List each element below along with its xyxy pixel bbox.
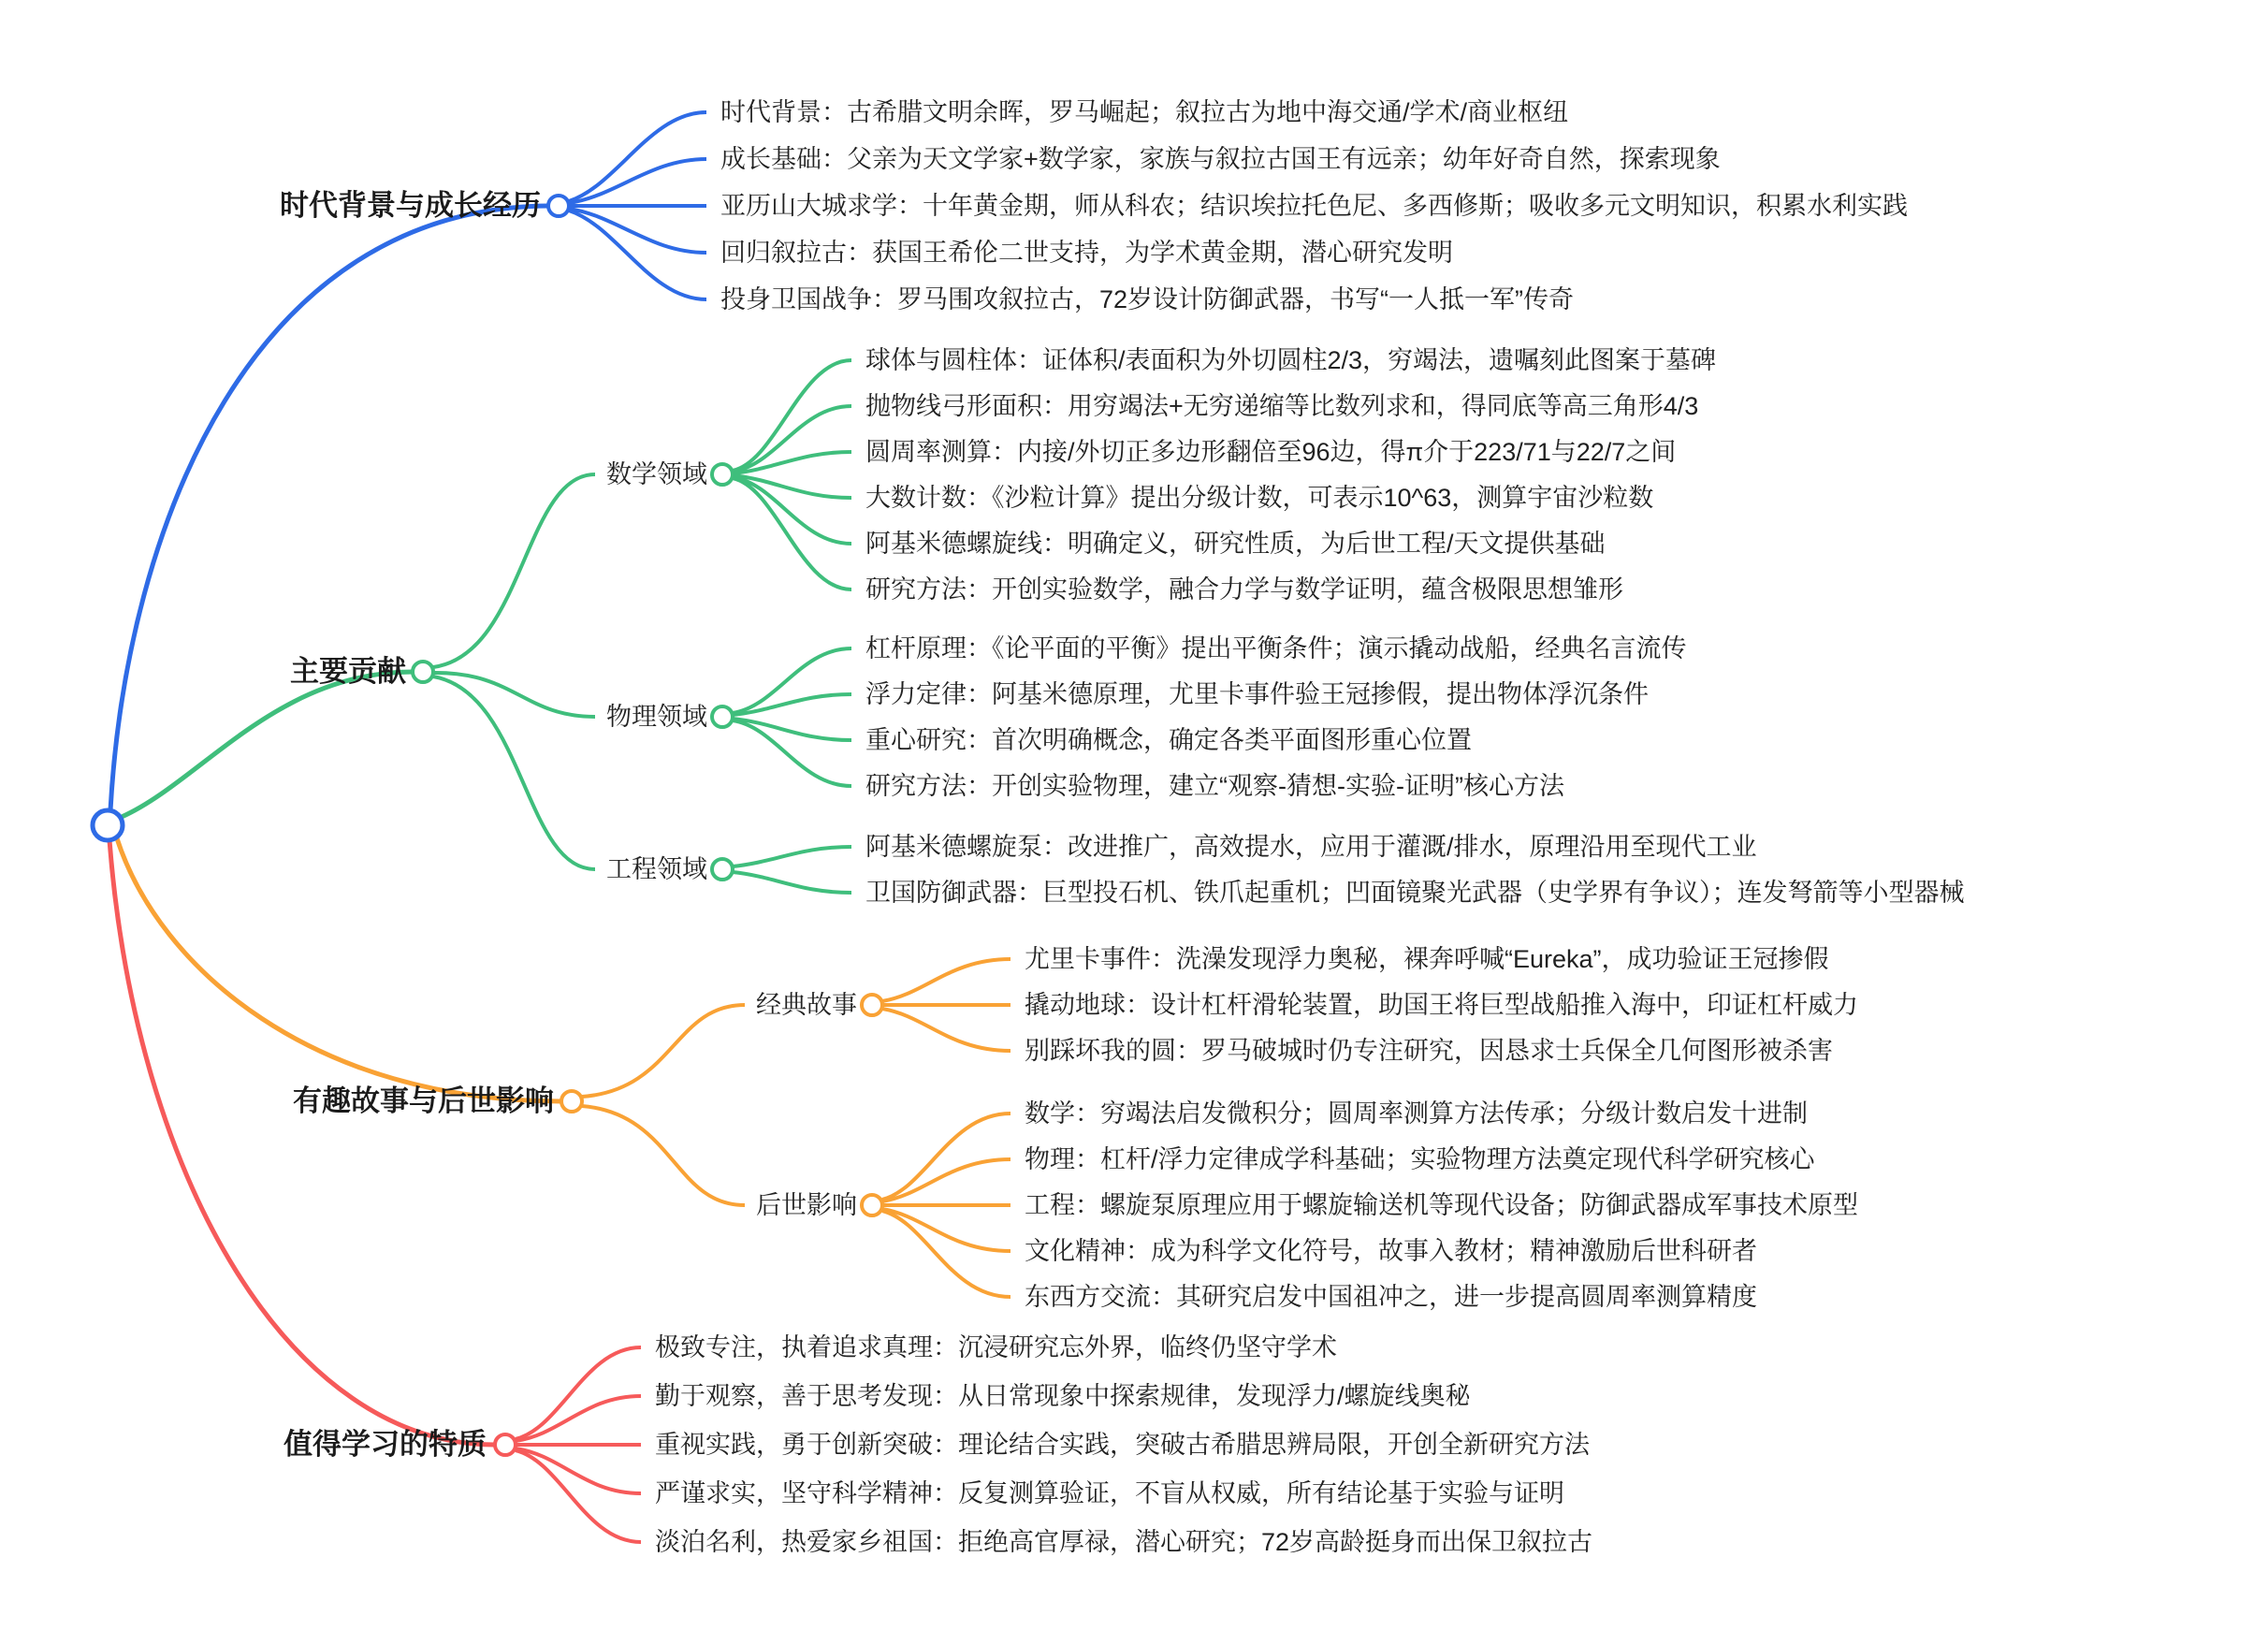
node-circle-stories[interactable] <box>561 1091 582 1112</box>
connector <box>733 872 851 893</box>
subbranch-label-math[interactable]: 数学领域 <box>606 460 707 488</box>
connector <box>569 159 706 203</box>
subbranch-label-physics[interactable]: 物理领域 <box>606 703 707 731</box>
leaf-topic[interactable]: 圆周率测算：内接/外切正多边形翻倍至96边，得π介于223/71与22/7之间 <box>865 438 1677 466</box>
connector <box>122 672 413 817</box>
leaf-topic[interactable]: 淡泊名利，热爱家乡祖国：拒绝高官厚禄，潜心研究；72岁高龄挺身而出保卫叙拉古 <box>655 1528 1593 1556</box>
leaf-topic[interactable]: 阿基米德螺旋泵：改进推广，高效提水，应用于灌溉/排水，原理沿用至现代工业 <box>865 833 1757 861</box>
connector <box>569 211 706 299</box>
leaf-topic[interactable]: 成长基础：父亲为天文学家+数学家，家族与叙拉古国王有远亲；幼年好奇自然，探索现象 <box>720 145 1721 173</box>
branch-label-contributions[interactable]: 主要贡献 <box>290 655 406 688</box>
connector <box>882 1211 1010 1297</box>
branch-label-stories[interactable]: 有趣故事与后世影响 <box>293 1084 554 1117</box>
blue-leaf-connectors <box>569 112 706 299</box>
node-circle-physics[interactable] <box>712 706 733 727</box>
connector <box>882 1009 1010 1051</box>
node-circle-classic-stories[interactable] <box>862 995 882 1015</box>
leaf-topic[interactable]: 极致专注，执着追求真理：沉浸研究忘外界，临终仍坚守学术 <box>655 1333 1337 1361</box>
trunk-connectors <box>109 206 561 1445</box>
subbranch-label-legacy[interactable]: 后世影响 <box>756 1191 857 1219</box>
leaf-topic[interactable]: 工程：螺旋泵原理应用于螺旋输送机等现代设备；防御武器成军事技术原型 <box>1025 1191 1858 1219</box>
leaf-topic[interactable]: 球体与圆柱体：证体积/表面积为外切圆柱2/3，穷竭法，遗嘱刻此图案于墓碑 <box>865 346 1717 374</box>
connector <box>733 719 851 740</box>
leaf-topic[interactable]: 时代背景：古希腊文明余晖，罗马崛起；叙拉古为地中海交通/学术/商业枢纽 <box>720 98 1569 126</box>
connector <box>433 677 595 869</box>
leaf-topic[interactable]: 文化精神：成为科学文化符号，故事入教材；精神激励后世科研者 <box>1025 1237 1757 1265</box>
branch-label-era[interactable]: 时代背景与成长经历 <box>280 189 541 222</box>
subbranch-label-classic-stories[interactable]: 经典故事 <box>756 991 857 1019</box>
leaf-topic[interactable]: 阿基米德螺旋线：明确定义，研究性质，为后世工程/天文提供基础 <box>865 530 1606 558</box>
connector <box>582 1005 745 1097</box>
connector <box>569 209 706 253</box>
leaf-topic[interactable]: 重心研究：首次明确概念，确定各类平面图形重心位置 <box>865 726 1472 754</box>
connector <box>516 1396 641 1441</box>
node-circle-engineering[interactable] <box>712 859 733 880</box>
leaf-topic[interactable]: 大数计数：《沙粒计算》提出分级计数，可表示10^63，测算宇宙沙粒数 <box>865 484 1654 512</box>
leaf-topic[interactable]: 严谨求实，坚守科学精神：反复测算验证，不盲从权威，所有结论基于实验与证明 <box>655 1479 1564 1507</box>
connector <box>733 694 851 715</box>
subbranch-label-engineering[interactable]: 工程领域 <box>606 855 707 883</box>
red-leaf-connectors <box>516 1347 641 1542</box>
connector <box>582 1106 745 1205</box>
leaf-topic[interactable]: 回归叙拉古：获国王希伦二世支持，为学术黄金期，潜心研究发明 <box>720 239 1453 267</box>
leaf-topic[interactable]: 亚历山大城求学：十年黄金期，师从科农；结识埃拉托色尼、多西修斯；吸收多元文明知识，积累水利实践 <box>720 192 1908 220</box>
branch-label-traits[interactable]: 值得学习的特质 <box>284 1428 487 1461</box>
connector <box>110 206 548 810</box>
leaf-topic[interactable]: 投身卫国战争：罗马围攻叙拉古，72岁设计防御武器，书写“一人抵一军”传奇 <box>720 285 1575 313</box>
connector <box>433 474 595 667</box>
node-circle-traits[interactable] <box>495 1434 516 1455</box>
leaf-topic[interactable]: 东西方交流：其研究启发中国祖冲之，进一步提高圆周率测算精度 <box>1025 1283 1757 1311</box>
leaf-topic[interactable]: 重视实践，勇于创新突破：理论结合实践，突破古希腊思辨局限，开创全新研究方法 <box>655 1431 1590 1459</box>
leaf-topic[interactable]: 抛物线弓形面积：用穷竭法+无穷递缩等比数列求和，得同底等高三角形4/3 <box>865 392 1699 420</box>
leaf-topic[interactable]: 物理：杠杆/浮力定律成学科基础；实验物理方法奠定现代科学研究核心 <box>1025 1145 1815 1173</box>
connector <box>516 1448 641 1493</box>
connector <box>117 838 561 1101</box>
leaf-topic[interactable]: 卫国防御武器：巨型投石机、铁爪起重机；凹面镜聚光武器（史学界有争议）；连发弩箭等小型器械 <box>865 879 1965 907</box>
leaf-topic[interactable]: 杠杆原理：《论平面的平衡》提出平衡条件；演示撬动战船，经典名言流传 <box>865 634 1687 662</box>
node-circle-era[interactable] <box>548 196 569 216</box>
leaf-topic[interactable]: 研究方法：开创实验数学，融合力学与数学证明，蕴含极限思想雏形 <box>865 575 1623 604</box>
leaf-topic[interactable]: 研究方法：开创实验物理，建立“观察-猜想-实验-证明”核心方法 <box>865 772 1564 800</box>
connector <box>882 959 1010 1001</box>
leaf-topic[interactable]: 别踩坏我的圆：罗马破城时仍专注研究，因恳求士兵保全几何图形被杀害 <box>1025 1037 1833 1065</box>
leaf-topic[interactable]: 数学：穷竭法启发微积分；圆周率测算方法传承；分级计数启发十进制 <box>1025 1099 1808 1128</box>
node-circle-math[interactable] <box>712 464 733 485</box>
node-circle-contributions[interactable] <box>413 662 433 682</box>
connector <box>516 1347 641 1439</box>
leaf-topic[interactable]: 浮力定律：阿基米德原理，尤里卡事件验王冠掺假，提出物体浮沉条件 <box>865 680 1649 708</box>
leaf-topic[interactable]: 尤里卡事件：洗澡发现浮力奥秘，裸奔呼喊“Eureka”，成功验证王冠掺假 <box>1025 945 1829 973</box>
root-node[interactable] <box>93 810 123 840</box>
connector <box>882 1113 1010 1200</box>
leaf-topic[interactable]: 撬动地球：设计杠杆滑轮装置，助国王将巨型战船推入海中，印证杠杆威力 <box>1025 991 1858 1019</box>
connector <box>733 478 851 589</box>
leaf-topic[interactable]: 勤于观察，善于思考发现：从日常现象中探索规律，发现浮力/螺旋线奥秘 <box>655 1382 1471 1410</box>
connector <box>433 673 595 717</box>
connector <box>733 847 851 866</box>
green-sub-connectors <box>433 360 851 893</box>
connector <box>882 1209 1010 1251</box>
connector <box>569 112 706 201</box>
node-circle-legacy[interactable] <box>862 1195 882 1215</box>
connector <box>882 1159 1010 1201</box>
connector <box>516 1450 641 1542</box>
